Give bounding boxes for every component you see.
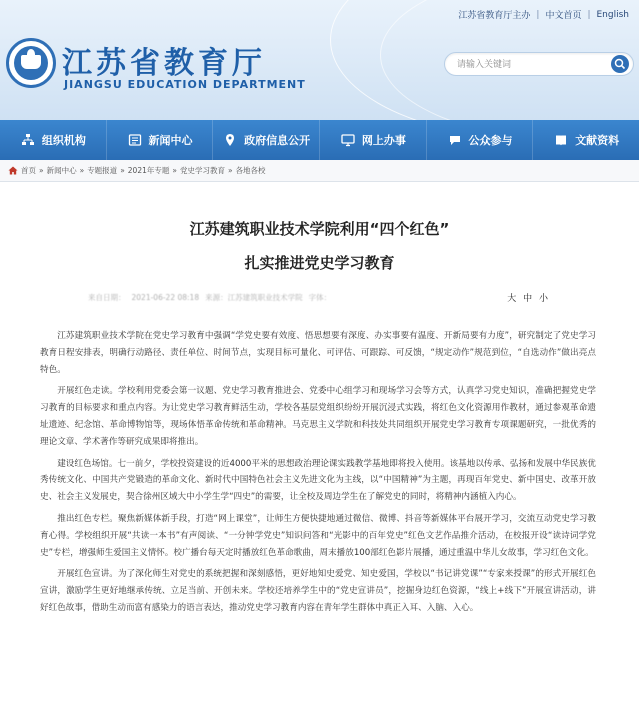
article-body xyxy=(40,328,596,622)
breadcrumb-separator: » xyxy=(120,166,125,175)
nav-label: 新闻中心 xyxy=(148,134,193,147)
site-subtitle: JIANGSU EDUCATION DEPARTMENT xyxy=(64,78,306,91)
chinese-home-link[interactable]: 中文首页 xyxy=(545,11,582,21)
site-title[interactable]: 江苏省教育厅 xyxy=(62,46,266,81)
article-title-line2: 扎实推进党史学习教育 xyxy=(244,254,395,272)
breadcrumb-separator: » xyxy=(39,166,44,175)
breadcrumb-separator: » xyxy=(172,166,177,175)
article-paragraph: 开展红色宣讲。为了深化师生对党史的系统把握和深刻感悟，更好地知史爱党、知史爱国，学校以“书记讲党课”“专家来授课”的形式开展红色宣讲，激励学生更好地继承传统、立足当前、开创未来。学校还培养学生中的“党史宣讲员”，挖掘身边红色资源，“线上+线下”开展宣讲活动，讲好红色故事，借助生动而富有感染力的语言表达，推动党史学习教育内容在青年学生群体中真正入耳、入脑、入心。 xyxy=(40,569,596,613)
chat-bubble-icon xyxy=(447,132,463,148)
sponsor-link[interactable]: 江苏省教育厅主办 xyxy=(458,11,531,21)
news-icon xyxy=(127,132,143,148)
breadcrumb-item[interactable]: 各地各校 xyxy=(235,166,266,175)
search-button[interactable] xyxy=(611,55,629,73)
book-icon xyxy=(553,132,569,148)
article-meta xyxy=(88,288,550,306)
divider: | xyxy=(587,9,591,20)
breadcrumb-item[interactable]: 2021年专题 xyxy=(127,166,170,175)
divider: | xyxy=(536,9,540,20)
breadcrumb-item[interactable]: 首页 xyxy=(21,166,36,175)
search-box xyxy=(444,52,634,76)
meta-source: 来源：江苏建筑职业技术学院 xyxy=(205,292,303,302)
nav-item-documents[interactable] xyxy=(533,120,639,160)
meta-font-label: 字体： xyxy=(308,292,332,302)
breadcrumb-item[interactable]: 新闻中心 xyxy=(46,166,77,175)
site-header xyxy=(0,0,639,120)
location-pin-icon xyxy=(222,132,238,148)
top-links xyxy=(458,8,629,21)
nav-label: 公众参与 xyxy=(468,134,513,147)
nav-item-online-service[interactable] xyxy=(320,120,427,160)
nav-item-news[interactable] xyxy=(107,120,214,160)
breadcrumb xyxy=(0,160,639,182)
nav-item-gov-info[interactable] xyxy=(213,120,320,160)
article-paragraph: 开展红色走读。学校利用党委会第一议题、党史学习教育推进会、党委中心组学习和现场学习会等方式，认真学习党史知识，准确把握党史学习教育的目标要求和重点内容。为让党史学习教育鲜活生动，学校各基层党组织纷纷开展沉浸式实践，将红色文化资源用作教材，通过参观革命遗址遗迹、纪念馆、革命博物馆等，现场体悟革命传统和革命精神。马克思主义学院和科技处共同组织开展党史学习教育专项课题研究，一批优秀的理论文章、学术著作等研究成果即将推出。 xyxy=(40,386,596,447)
article-paragraph: 建设红色场馆。七一前夕，学校投资建设的近4000平米的思想政治理论课实践教学基地即将投入使用。该基地以传承、弘扬和发展中华民族优秀传统文化、中国共产党锻造的革命文化、新时代中国特色社会主义先进文化为主线，以“中国精神”为主题，再现百年党史、新中国史、改革开放史、社会主义发展史，契合徐州区域大中小学生学“四史”的需要，让全校及周边学生在了解党史的同时，将精神内涵植入内心。 xyxy=(40,458,596,503)
breadcrumb-separator: » xyxy=(227,166,233,175)
font-size-switcher[interactable]: 大 中 小 xyxy=(507,293,550,304)
breadcrumb-separator: » xyxy=(79,166,85,175)
meta-date: 2021-06-22 08:18 xyxy=(131,292,200,302)
main-nav xyxy=(0,120,639,160)
monitor-icon xyxy=(340,132,356,148)
article xyxy=(0,182,639,701)
article-paragraph: 推出红色专栏。聚焦新媒体新手段，打造“网上课堂”，让师生方便快捷地通过微信、微博、抖音等新媒体平台展开学习，交流互动党史学习教育心得。学校组织开展“共读一本书”有声阅读、“一分钟学党史”知识问答和“光影中的百年党史”红色文艺作品推介活动，在校报开设“读诗词学党史”专栏，增强师生爱国主义情怀。校广播台每天定时播放红色革命歌曲，周末播放100部红色影片展播，通过重温中华儿女故事，学习红色文化。 xyxy=(40,513,596,558)
search-input[interactable] xyxy=(457,57,597,73)
site-logo[interactable] xyxy=(6,38,56,88)
nav-item-organization[interactable] xyxy=(0,120,107,160)
nav-label: 政府信息公开 xyxy=(244,134,311,147)
article-title: 江苏建筑职业技术学院利用“四个红色” xyxy=(189,220,450,238)
org-chart-icon xyxy=(20,132,36,148)
article-paragraph: 江苏建筑职业技术学院在党史学习教育中强调“学党史要有效度、悟思想要有深度、办实事要有温度、开新局要有力度”，研究制定了党史学习教育日程安排表，明确行动路径、责任单位、时间节点，实现目标可量化、可评估、可跟踪、可反馈，“规定动作”规范到位，“自选动作”做出亮点特色。 xyxy=(40,331,596,375)
breadcrumb-item[interactable]: 专题报道 xyxy=(87,166,118,175)
breadcrumb-item[interactable]: 党史学习教育 xyxy=(179,166,225,175)
home-icon xyxy=(8,166,18,175)
nav-label: 组织机构 xyxy=(41,134,86,147)
logo-book-icon xyxy=(21,55,41,69)
search-icon xyxy=(614,58,626,70)
meta-date-label: 来自日期： xyxy=(88,292,126,302)
english-link[interactable]: English xyxy=(596,9,629,20)
nav-label: 文献资料 xyxy=(575,134,620,147)
nav-label: 网上办事 xyxy=(361,134,406,147)
nav-item-public-participation[interactable] xyxy=(427,120,534,160)
